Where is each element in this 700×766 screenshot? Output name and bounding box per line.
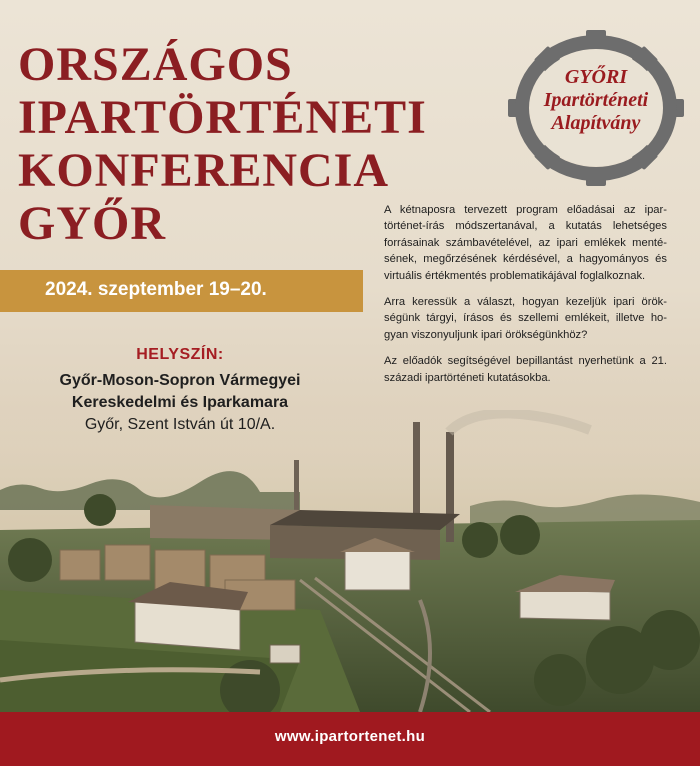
- title-line-3: KONFERENCIA: [18, 144, 390, 197]
- venue-block: [0, 346, 360, 436]
- footer-bar: [0, 712, 700, 766]
- conference-title: [18, 38, 427, 250]
- date-banner: [0, 270, 363, 312]
- venue-name-line-2: Kereskedelmi és Iparkamara: [71, 394, 289, 411]
- description-paragraph-3: Az előadók segítségével bepillantást nyerhetünk a 21. századi ipartörténeti kutatásokba.: [384, 355, 667, 384]
- title-line-4: GYŐR: [18, 197, 166, 250]
- title-line-2: IPARTÖRTÉNETI: [18, 91, 427, 144]
- logo-line-1: GYŐRI: [564, 66, 628, 88]
- venue-address: Győr, Szent István út 10/A.: [84, 416, 276, 433]
- foundation-logo: [506, 30, 686, 186]
- logo-line-3: Alapítvány: [551, 112, 641, 134]
- website-link[interactable]: www.ipartortenet.hu: [274, 728, 426, 745]
- description: [384, 202, 667, 396]
- description-paragraph-2: Arra keressük a választ, hogyan kezeljük ipari örök-ségünk tárgyi, írásos és szellemi emlékeit, illetve ho-gyan viszonyuljunk ipari örökségünkhöz?: [384, 296, 667, 341]
- description-paragraph-1: A kétnaposra tervezett program előadásai az ipar-történet-írás módszertanával, a kutatás lehetséges forrásainak számbavételével, az ipari emlékek menté-sének, megőrzésének kérdésével, a hagyományos és virtuális értékmentés problematikájával foglalkoznak.: [384, 204, 667, 282]
- venue-label: HELYSZÍN:: [136, 346, 224, 363]
- title-line-1: ORSZÁGOS: [18, 38, 293, 91]
- logo-line-2: Ipartörténeti: [543, 89, 649, 111]
- conference-date: 2024. szeptember 19–20.: [45, 279, 267, 300]
- venue-name-line-1: Győr-Moson-Sopron Vármegyei: [59, 372, 301, 389]
- factory-illustration: [0, 410, 700, 712]
